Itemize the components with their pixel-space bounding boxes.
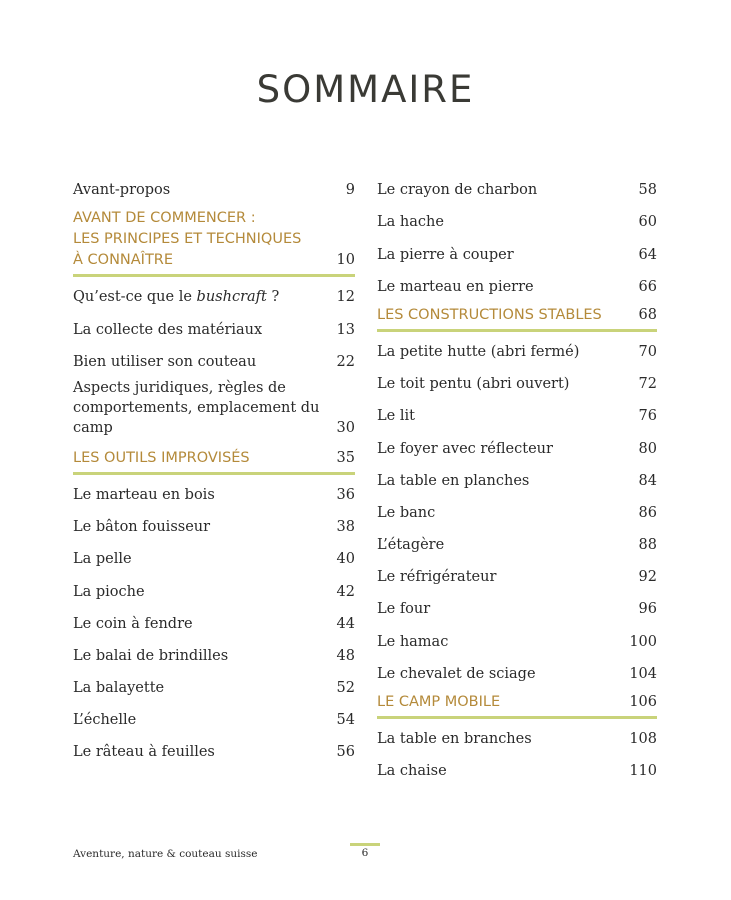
entry-title: La hache	[377, 214, 444, 231]
page-ref: 35	[336, 449, 355, 466]
toc-entry[interactable]	[377, 493, 657, 525]
page-title: SOMMAIRE	[256, 68, 475, 111]
toc-entry[interactable]	[377, 621, 657, 653]
entry-title: La pierre à couper	[377, 246, 514, 263]
toc-entry[interactable]	[377, 396, 657, 428]
entry-title: Le coin à fendre	[73, 615, 193, 632]
page-ref: 58	[638, 182, 657, 199]
page-ref: 68	[638, 306, 657, 323]
toc-section-heading[interactable]	[377, 305, 657, 332]
toc-entry[interactable]	[377, 525, 657, 557]
italic-term: bushcraft	[196, 289, 267, 306]
entry-title: La pelle	[73, 551, 132, 568]
toc-entry[interactable]	[73, 732, 355, 764]
toc-entry[interactable]	[377, 654, 657, 686]
page-ref: 42	[336, 583, 355, 600]
page-number-rule	[350, 843, 380, 846]
entry-title: Avant-propos	[73, 182, 171, 199]
toc-entry[interactable]	[73, 342, 355, 374]
toc-entry[interactable]	[73, 571, 355, 603]
toc-entry[interactable]	[377, 751, 657, 783]
toc-entry[interactable]	[377, 364, 657, 396]
entry-title: La balayette	[73, 680, 165, 697]
page-ref: 76	[638, 408, 657, 425]
page-number: 6	[361, 847, 369, 859]
section-title: LES CONSTRUCTIONS STABLES	[377, 306, 602, 323]
entry-title: La collecte des matériaux	[73, 321, 263, 338]
page-ref: 88	[638, 537, 657, 554]
entry-title: La pioche	[73, 583, 145, 600]
page-ref: 12	[336, 289, 355, 306]
toc-entry[interactable]	[73, 539, 355, 571]
entry-title: Le marteau en bois	[73, 486, 215, 503]
toc-entry[interactable]	[73, 668, 355, 700]
page-ref: 106	[629, 693, 657, 710]
page-ref: 56	[336, 744, 355, 761]
page-ref: 22	[336, 353, 355, 370]
toc-entry[interactable]	[73, 277, 355, 309]
page-ref: 84	[638, 472, 657, 489]
page-ref: 48	[336, 647, 355, 664]
toc-entry[interactable]	[73, 604, 355, 636]
entry-title: Le lit	[377, 408, 415, 425]
page-ref: 13	[336, 321, 355, 338]
entry-title: Le bâton fouisseur	[73, 519, 211, 536]
section-title: AVANT DE COMMENCER : LES PRINCIPES ET TECHNIQUES À CONNAÎTRE	[73, 210, 302, 269]
entry-title: Le hamac	[377, 633, 449, 650]
toc-entry[interactable]	[73, 700, 355, 732]
page-ref: 100	[629, 633, 657, 650]
entry-title: Qu’est-ce que le bushcraft ?	[73, 289, 280, 306]
entry-title: La table en branches	[377, 731, 532, 747]
entry-title: Bien utiliser son couteau	[73, 353, 257, 370]
toc-column-right	[377, 170, 657, 783]
page-ref: 86	[638, 504, 657, 521]
entry-title: Le balai de brindilles	[73, 647, 229, 664]
page-ref: 96	[638, 601, 657, 618]
section-title: LE CAMP MOBILE	[377, 693, 501, 710]
page-ref: 60	[638, 214, 657, 231]
entry-title: L’échelle	[73, 712, 137, 729]
toc-entry[interactable]	[377, 589, 657, 621]
toc-entry[interactable]	[73, 170, 355, 202]
toc-entry[interactable]	[377, 557, 657, 589]
page-ref: 80	[638, 440, 657, 457]
entry-title: La petite hutte (abri fermé)	[377, 343, 580, 360]
entry-title: Le crayon de charbon	[377, 182, 538, 199]
page-ref: 52	[336, 680, 355, 697]
toc-entry[interactable]	[377, 170, 657, 202]
entry-title: Le toit pentu (abri ouvert)	[377, 376, 570, 393]
page-ref: 104	[629, 665, 657, 682]
entry-title: La table en planches	[377, 472, 530, 489]
entry-title: Le râteau à feuilles	[73, 744, 215, 761]
page-ref: 110	[629, 763, 657, 780]
toc-section-heading[interactable]	[377, 692, 657, 719]
entry-title: Le four	[377, 601, 431, 618]
toc-entry[interactable]	[377, 719, 657, 751]
toc-entry[interactable]	[73, 636, 355, 668]
toc-entry[interactable]	[377, 202, 657, 234]
page-ref: 10	[336, 252, 355, 269]
page-ref: 70	[638, 343, 657, 360]
toc-entry[interactable]	[377, 428, 657, 460]
entry-title: Le marteau en pierre	[377, 278, 534, 295]
page-ref: 36	[336, 486, 355, 503]
toc-entry[interactable]	[73, 475, 355, 507]
toc-section-heading[interactable]	[73, 208, 355, 277]
footer-book-title: Aventure, nature & couteau suisse	[73, 848, 258, 860]
entry-title: Le chevalet de sciage	[377, 665, 536, 682]
toc-entry[interactable]	[377, 234, 657, 266]
entry-title: L’étagère	[377, 537, 445, 554]
entry-title: La chaise	[377, 763, 447, 780]
page-ref: 38	[336, 519, 355, 536]
entry-title: Le foyer avec réflecteur	[377, 440, 553, 457]
toc-entry[interactable]	[377, 332, 657, 364]
page-ref: 40	[336, 551, 355, 568]
page-ref: 9	[345, 182, 355, 199]
toc-entry[interactable]	[73, 374, 355, 442]
entry-title: Aspects juridiques, règles de comportements, emplacement du camp	[73, 379, 320, 436]
toc-section-heading[interactable]	[73, 448, 355, 475]
toc-entry[interactable]	[377, 461, 657, 493]
section-title: LES OUTILS IMPROVISÉS	[73, 449, 250, 466]
page-ref: 108	[629, 731, 657, 747]
page-ref: 54	[336, 712, 355, 729]
page-ref: 92	[638, 569, 657, 586]
toc-column-left	[73, 170, 355, 764]
toc-entry[interactable]	[377, 267, 657, 299]
entry-title: Le banc	[377, 504, 436, 521]
toc-entry[interactable]	[73, 309, 355, 341]
page-ref: 64	[638, 246, 657, 263]
entry-title: Le réfrigérateur	[377, 569, 497, 586]
page-ref: 72	[638, 376, 657, 393]
page-ref: 66	[638, 278, 657, 295]
page-ref: 44	[336, 615, 355, 632]
toc-entry[interactable]	[73, 507, 355, 539]
page-ref: 30	[336, 419, 355, 436]
